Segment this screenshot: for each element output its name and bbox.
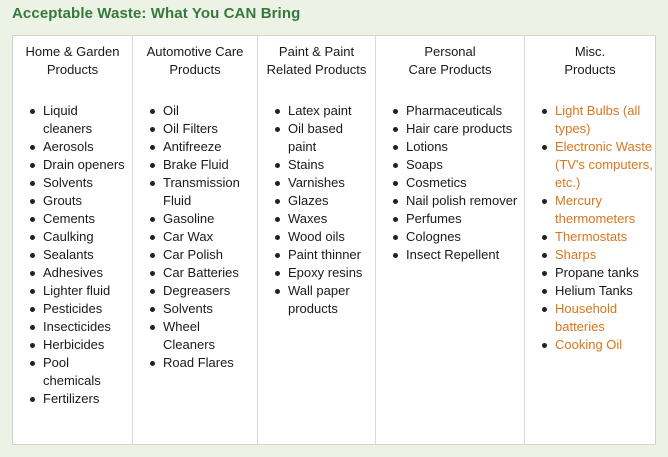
- list-item: Wall paper products: [258, 282, 375, 318]
- list-item: Wheel Cleaners: [133, 318, 257, 354]
- list-item: Grouts: [13, 192, 132, 210]
- column-heading: Misc. Products: [564, 44, 616, 77]
- list-item: Road Flares: [133, 354, 257, 372]
- column-heading: Automotive Care Products: [146, 44, 244, 77]
- list-item: Paint thinner: [258, 246, 375, 264]
- list-item: Pesticides: [13, 300, 132, 318]
- column-personal-care: [376, 36, 525, 444]
- column-automotive-care: [133, 36, 258, 444]
- list-item: Liquid cleaners: [13, 102, 132, 138]
- list-item: Lighter fluid: [13, 282, 132, 300]
- list-item: Degreasers: [133, 282, 257, 300]
- list-item: Aerosols: [13, 138, 132, 156]
- list-item: Cosmetics: [376, 174, 524, 192]
- list-item: Car Batteries: [133, 264, 257, 282]
- list-item: Oil: [133, 102, 257, 120]
- item-link[interactable]: Sharps: [525, 246, 655, 264]
- list-item: Hair care products: [376, 120, 524, 138]
- list-item: Sealants: [13, 246, 132, 264]
- list-item: Lotions: [376, 138, 524, 156]
- list-item: Oil based paint: [258, 120, 375, 156]
- list-item: Caulking: [13, 228, 132, 246]
- item-link[interactable]: Household batteries: [525, 300, 655, 336]
- item-list: [133, 102, 257, 372]
- item-link[interactable]: Cooking Oil: [525, 336, 655, 354]
- item-link[interactable]: Mercury thermometers: [525, 192, 655, 228]
- list-item: Pharmaceuticals: [376, 102, 524, 120]
- item-link[interactable]: Thermostats: [525, 228, 655, 246]
- item-list: [13, 102, 132, 408]
- item-list: [525, 102, 655, 354]
- list-item: Helium Tanks: [525, 282, 655, 300]
- column-heading: Paint & Paint Related Products: [266, 44, 367, 77]
- list-item: Fertilizers: [13, 390, 132, 408]
- list-item: Propane tanks: [525, 264, 655, 282]
- list-item: Soaps: [376, 156, 524, 174]
- item-link[interactable]: Light Bulbs (all types): [525, 102, 655, 138]
- list-item: Adhesives: [13, 264, 132, 282]
- item-list: [376, 102, 524, 264]
- list-item: Herbicides: [13, 336, 132, 354]
- item-link[interactable]: Electronic Waste (TV's computers, etc.): [525, 138, 655, 192]
- list-item: Solvents: [13, 174, 132, 192]
- list-item: Nail polish remover: [376, 192, 524, 210]
- list-item: Car Wax: [133, 228, 257, 246]
- column-paint-products: [258, 36, 376, 444]
- list-item: Car Polish: [133, 246, 257, 264]
- list-item: Latex paint: [258, 102, 375, 120]
- list-item: Antifreeze: [133, 138, 257, 156]
- list-item: Waxes: [258, 210, 375, 228]
- list-item: Oil Filters: [133, 120, 257, 138]
- list-item: Solvents: [133, 300, 257, 318]
- list-item: Stains: [258, 156, 375, 174]
- list-item: Epoxy resins: [258, 264, 375, 282]
- column-home-garden: [13, 36, 133, 444]
- list-item: Drain openers: [13, 156, 132, 174]
- list-item: Insecticides: [13, 318, 132, 336]
- list-item: Perfumes: [376, 210, 524, 228]
- list-item: Pool chemicals: [13, 354, 132, 390]
- list-item: Transmission Fluid: [133, 174, 257, 210]
- list-item: Colognes: [376, 228, 524, 246]
- list-item: Cements: [13, 210, 132, 228]
- acceptable-waste-table: [12, 35, 656, 445]
- list-item: Glazes: [258, 192, 375, 210]
- column-misc: [525, 36, 655, 444]
- list-item: Insect Repellent: [376, 246, 524, 264]
- list-item: Varnishes: [258, 174, 375, 192]
- list-item: Brake Fluid: [133, 156, 257, 174]
- column-heading: Personal Care Products: [408, 44, 492, 77]
- column-heading: Home & Garden Products: [25, 44, 120, 77]
- list-item: Gasoline: [133, 210, 257, 228]
- item-list: [258, 102, 375, 318]
- list-item: Wood oils: [258, 228, 375, 246]
- page-title: Acceptable Waste: What You CAN Bring: [12, 5, 301, 22]
